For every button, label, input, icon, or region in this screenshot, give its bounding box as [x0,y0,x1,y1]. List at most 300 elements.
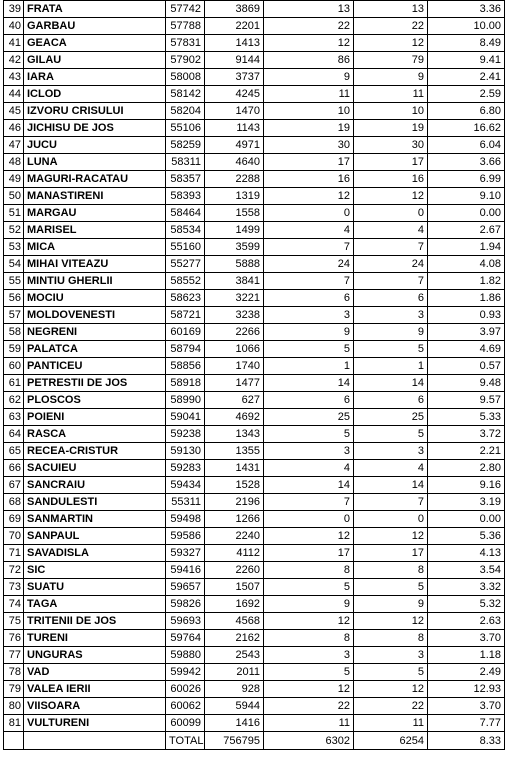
column-b-cell: 9 [354,596,428,613]
row-index-cell: 68 [4,494,24,511]
row-index-cell: 61 [4,375,24,392]
siruta-code-cell: 60169 [166,324,205,341]
population-cell: 1528 [205,477,264,494]
table-row [4,52,505,69]
row-index-cell: 74 [4,596,24,613]
percent-cell: 6.80 [428,103,505,120]
percent-cell: 1.94 [428,239,505,256]
row-index-cell: 78 [4,664,24,681]
population-cell: 1066 [205,341,264,358]
row-index-cell: 44 [4,86,24,103]
siruta-code-cell: 59434 [166,477,205,494]
siruta-code-cell: 59238 [166,426,205,443]
column-a-cell: 11 [264,715,354,732]
population-cell: 3221 [205,290,264,307]
row-index-cell: 80 [4,698,24,715]
column-a-cell: 24 [264,256,354,273]
population-cell: 1413 [205,35,264,52]
column-a-cell: 7 [264,494,354,511]
siruta-code-cell: 59693 [166,613,205,630]
population-cell: 928 [205,681,264,698]
commune-name-cell: MOCIU [24,290,166,307]
population-cell: 1143 [205,120,264,137]
row-index-cell: 45 [4,103,24,120]
column-a-cell: 4 [264,460,354,477]
siruta-code-cell: 59657 [166,579,205,596]
commune-name-cell: MARGAU [24,205,166,222]
column-b-cell: 4 [354,460,428,477]
percent-cell: 4.69 [428,341,505,358]
siruta-code-cell: 58856 [166,358,205,375]
table-row [4,511,505,528]
commune-name-cell: GARBAU [24,18,166,35]
percent-cell: 10.00 [428,18,505,35]
column-a-cell: 10 [264,103,354,120]
column-b-cell: 5 [354,426,428,443]
commune-name-cell: SANDULESTI [24,494,166,511]
commune-name-cell: VIISOARA [24,698,166,715]
commune-name-cell: UNGURAS [24,647,166,664]
column-a-cell: 17 [264,545,354,562]
table-row [4,477,505,494]
table-row [4,18,505,35]
column-b-cell: 6 [354,392,428,409]
column-a-cell: 3 [264,307,354,324]
population-cell: 1558 [205,205,264,222]
population-cell: 2266 [205,324,264,341]
siruta-code-cell: 58794 [166,341,205,358]
percent-cell: 2.80 [428,460,505,477]
column-a-cell: 0 [264,511,354,528]
column-a-cell: 12 [264,35,354,52]
percent-cell: 9.16 [428,477,505,494]
percent-cell: 2.41 [428,69,505,86]
column-b-cell: 3 [354,647,428,664]
population-cell: 1470 [205,103,264,120]
population-cell: 1319 [205,188,264,205]
siruta-code-cell: 59327 [166,545,205,562]
table-row [4,256,505,273]
percent-cell: 1.18 [428,647,505,664]
column-a-cell: 6 [264,290,354,307]
percent-cell: 5.36 [428,528,505,545]
column-a-cell: 14 [264,375,354,392]
row-index-cell: 66 [4,460,24,477]
table-row [4,630,505,647]
row-index-cell: 63 [4,409,24,426]
column-a-cell: 8 [264,562,354,579]
population-cell: 2201 [205,18,264,35]
row-index-cell: 65 [4,443,24,460]
column-b-cell: 6 [354,290,428,307]
commune-name-cell: TRITENII DE JOS [24,613,166,630]
commune-name-cell: SANMARTIN [24,511,166,528]
row-index-cell: 57 [4,307,24,324]
commune-name-cell: SIC [24,562,166,579]
commune-name-cell: SUATU [24,579,166,596]
siruta-code-cell: 59130 [166,443,205,460]
total-index-cell [4,732,24,750]
column-b-cell: 79 [354,52,428,69]
commune-name-cell: TURENI [24,630,166,647]
commune-name-cell: IZVORU CRISULUI [24,103,166,120]
siruta-code-cell: 59942 [166,664,205,681]
percent-cell: 9.57 [428,392,505,409]
siruta-code-cell: 58918 [166,375,205,392]
population-cell: 3238 [205,307,264,324]
siruta-code-cell: 55277 [166,256,205,273]
column-b-cell: 5 [354,664,428,681]
row-index-cell: 59 [4,341,24,358]
column-a-cell: 17 [264,154,354,171]
table-row [4,154,505,171]
row-index-cell: 55 [4,273,24,290]
table-row [4,290,505,307]
population-cell: 1499 [205,222,264,239]
population-cell: 3869 [205,1,264,18]
population-cell: 2240 [205,528,264,545]
siruta-code-cell: 59283 [166,460,205,477]
column-b-cell: 0 [354,511,428,528]
column-b-cell: 11 [354,715,428,732]
column-a-cell: 7 [264,239,354,256]
row-index-cell: 56 [4,290,24,307]
table-row [4,273,505,290]
population-cell: 1355 [205,443,264,460]
commune-name-cell: RASCA [24,426,166,443]
row-index-cell: 67 [4,477,24,494]
commune-name-cell: MICA [24,239,166,256]
row-index-cell: 46 [4,120,24,137]
column-a-cell: 8 [264,630,354,647]
population-cell: 4971 [205,137,264,154]
column-a-cell: 5 [264,579,354,596]
column-a-cell: 6 [264,392,354,409]
siruta-code-cell: 55311 [166,494,205,511]
row-index-cell: 62 [4,392,24,409]
siruta-code-cell: 57788 [166,18,205,35]
table-row [4,562,505,579]
percent-cell: 9.10 [428,188,505,205]
column-b-cell: 7 [354,273,428,290]
column-b-cell: 11 [354,86,428,103]
percent-cell: 0.00 [428,205,505,222]
column-a-cell: 5 [264,664,354,681]
column-b-cell: 8 [354,630,428,647]
siruta-code-cell: 59880 [166,647,205,664]
column-b-cell: 25 [354,409,428,426]
column-b-cell: 10 [354,103,428,120]
table-row [4,307,505,324]
commune-name-cell: ICLOD [24,86,166,103]
siruta-code-cell: 58464 [166,205,205,222]
column-a-cell: 5 [264,426,354,443]
percent-cell: 3.70 [428,698,505,715]
row-index-cell: 81 [4,715,24,732]
commune-name-cell: GILAU [24,52,166,69]
table-row [4,579,505,596]
commune-name-cell: JICHISU DE JOS [24,120,166,137]
commune-name-cell: RECEA-CRISTUR [24,443,166,460]
row-index-cell: 69 [4,511,24,528]
column-b-cell: 19 [354,120,428,137]
column-a-cell: 30 [264,137,354,154]
table-row [4,681,505,698]
total-blank-cell [24,732,166,750]
population-cell: 2543 [205,647,264,664]
column-a-cell: 1 [264,358,354,375]
column-a-cell: 5 [264,341,354,358]
percent-cell: 3.97 [428,324,505,341]
column-a-cell: 9 [264,324,354,341]
percent-cell: 3.36 [428,1,505,18]
column-b-cell: 0 [354,205,428,222]
column-b-cell: 3 [354,307,428,324]
column-b-cell: 8 [354,562,428,579]
total-column-a: 6302 [264,732,354,750]
population-cell: 4640 [205,154,264,171]
data-table [3,0,505,750]
percent-cell: 7.77 [428,715,505,732]
column-a-cell: 16 [264,171,354,188]
commune-name-cell: SANCRAIU [24,477,166,494]
percent-cell: 8.49 [428,35,505,52]
row-index-cell: 58 [4,324,24,341]
percent-cell: 3.72 [428,426,505,443]
siruta-code-cell: 58259 [166,137,205,154]
percent-cell: 6.99 [428,171,505,188]
table-row [4,341,505,358]
percent-cell: 1.86 [428,290,505,307]
siruta-code-cell: 58534 [166,222,205,239]
column-b-cell: 30 [354,137,428,154]
siruta-code-cell: 60026 [166,681,205,698]
row-index-cell: 72 [4,562,24,579]
table-row [4,392,505,409]
commune-name-cell: VULTURENI [24,715,166,732]
column-b-cell: 5 [354,341,428,358]
population-cell: 3841 [205,273,264,290]
commune-name-cell: SANPAUL [24,528,166,545]
column-a-cell: 19 [264,120,354,137]
row-index-cell: 51 [4,205,24,222]
population-cell: 1507 [205,579,264,596]
siruta-code-cell: 59041 [166,409,205,426]
commune-name-cell: POIENI [24,409,166,426]
table-row [4,239,505,256]
commune-name-cell: PETRESTII DE JOS [24,375,166,392]
population-cell: 2196 [205,494,264,511]
row-index-cell: 43 [4,69,24,86]
percent-cell: 1.82 [428,273,505,290]
column-a-cell: 22 [264,698,354,715]
column-b-cell: 16 [354,171,428,188]
commune-name-cell: PANTICEU [24,358,166,375]
row-index-cell: 54 [4,256,24,273]
siruta-code-cell: 57902 [166,52,205,69]
commune-name-cell: VALEA IERII [24,681,166,698]
siruta-code-cell: 58311 [166,154,205,171]
column-b-cell: 12 [354,35,428,52]
population-cell: 1416 [205,715,264,732]
table-row [4,494,505,511]
percent-cell: 9.41 [428,52,505,69]
percent-cell: 2.21 [428,443,505,460]
table-row [4,460,505,477]
table-row [4,647,505,664]
column-a-cell: 14 [264,477,354,494]
commune-name-cell: PALATCA [24,341,166,358]
table-row [4,86,505,103]
siruta-code-cell: 60062 [166,698,205,715]
percent-cell: 2.49 [428,664,505,681]
commune-name-cell: LUNA [24,154,166,171]
column-b-cell: 12 [354,528,428,545]
column-b-cell: 12 [354,613,428,630]
row-index-cell: 49 [4,171,24,188]
commune-name-cell: TAGA [24,596,166,613]
column-a-cell: 13 [264,1,354,18]
commune-name-cell: JUCU [24,137,166,154]
column-a-cell: 12 [264,681,354,698]
population-cell: 1343 [205,426,264,443]
commune-name-cell: SACUIEU [24,460,166,477]
table-row [4,35,505,52]
commune-name-cell: MINTIU GHERLII [24,273,166,290]
population-cell: 627 [205,392,264,409]
table-row [4,188,505,205]
column-a-cell: 11 [264,86,354,103]
column-b-cell: 7 [354,494,428,511]
population-cell: 1266 [205,511,264,528]
column-a-cell: 86 [264,52,354,69]
siruta-code-cell: 58552 [166,273,205,290]
siruta-code-cell: 59826 [166,596,205,613]
commune-name-cell: MANASTIRENI [24,188,166,205]
population-cell: 3737 [205,69,264,86]
table-row [4,698,505,715]
row-index-cell: 53 [4,239,24,256]
table-row [4,69,505,86]
column-b-cell: 9 [354,324,428,341]
row-index-cell: 50 [4,188,24,205]
percent-cell: 6.04 [428,137,505,154]
column-b-cell: 22 [354,698,428,715]
percent-cell: 3.66 [428,154,505,171]
percent-cell: 2.59 [428,86,505,103]
table-row [4,409,505,426]
total-row [4,732,505,750]
siruta-code-cell: 58623 [166,290,205,307]
row-index-cell: 48 [4,154,24,171]
column-a-cell: 25 [264,409,354,426]
row-index-cell: 73 [4,579,24,596]
siruta-code-cell: 58008 [166,69,205,86]
table-row [4,358,505,375]
commune-name-cell: NEGRENI [24,324,166,341]
table-row [4,664,505,681]
population-cell: 1692 [205,596,264,613]
column-a-cell: 4 [264,222,354,239]
row-index-cell: 64 [4,426,24,443]
population-cell: 5944 [205,698,264,715]
percent-cell: 3.54 [428,562,505,579]
column-b-cell: 17 [354,154,428,171]
column-a-cell: 12 [264,613,354,630]
row-index-cell: 60 [4,358,24,375]
percent-cell: 0.93 [428,307,505,324]
commune-name-cell: GEACA [24,35,166,52]
percent-cell: 3.70 [428,630,505,647]
row-index-cell: 39 [4,1,24,18]
siruta-code-cell: 59416 [166,562,205,579]
population-cell: 4568 [205,613,264,630]
percent-cell: 9.48 [428,375,505,392]
row-index-cell: 70 [4,528,24,545]
siruta-code-cell: 58721 [166,307,205,324]
column-b-cell: 24 [354,256,428,273]
siruta-code-cell: 59764 [166,630,205,647]
population-cell: 4112 [205,545,264,562]
population-cell: 2260 [205,562,264,579]
total-label: TOTAL [166,732,205,750]
percent-cell: 3.19 [428,494,505,511]
population-cell: 4245 [205,86,264,103]
siruta-code-cell: 58393 [166,188,205,205]
commune-name-cell: MOLDOVENESTI [24,307,166,324]
siruta-code-cell: 57831 [166,35,205,52]
column-b-cell: 12 [354,681,428,698]
column-b-cell: 22 [354,18,428,35]
percent-cell: 4.08 [428,256,505,273]
column-b-cell: 3 [354,443,428,460]
table-row [4,596,505,613]
row-index-cell: 79 [4,681,24,698]
column-b-cell: 14 [354,477,428,494]
column-a-cell: 3 [264,647,354,664]
percent-cell: 0.00 [428,511,505,528]
table-row [4,120,505,137]
table-row [4,443,505,460]
column-b-cell: 9 [354,69,428,86]
column-a-cell: 12 [264,528,354,545]
population-cell: 2011 [205,664,264,681]
percent-cell: 3.32 [428,579,505,596]
percent-cell: 0.57 [428,358,505,375]
row-index-cell: 41 [4,35,24,52]
population-cell: 4692 [205,409,264,426]
siruta-code-cell: 59498 [166,511,205,528]
row-index-cell: 47 [4,137,24,154]
table-row [4,528,505,545]
column-a-cell: 12 [264,188,354,205]
row-index-cell: 40 [4,18,24,35]
table-row [4,375,505,392]
column-b-cell: 14 [354,375,428,392]
population-cell: 1740 [205,358,264,375]
commune-name-cell: PLOSCOS [24,392,166,409]
table-row [4,613,505,630]
row-index-cell: 42 [4,52,24,69]
row-index-cell: 71 [4,545,24,562]
siruta-code-cell: 57742 [166,1,205,18]
siruta-code-cell: 58204 [166,103,205,120]
column-a-cell: 0 [264,205,354,222]
column-b-cell: 7 [354,239,428,256]
total-column-b: 6254 [354,732,428,750]
population-cell: 5888 [205,256,264,273]
population-cell: 2288 [205,171,264,188]
